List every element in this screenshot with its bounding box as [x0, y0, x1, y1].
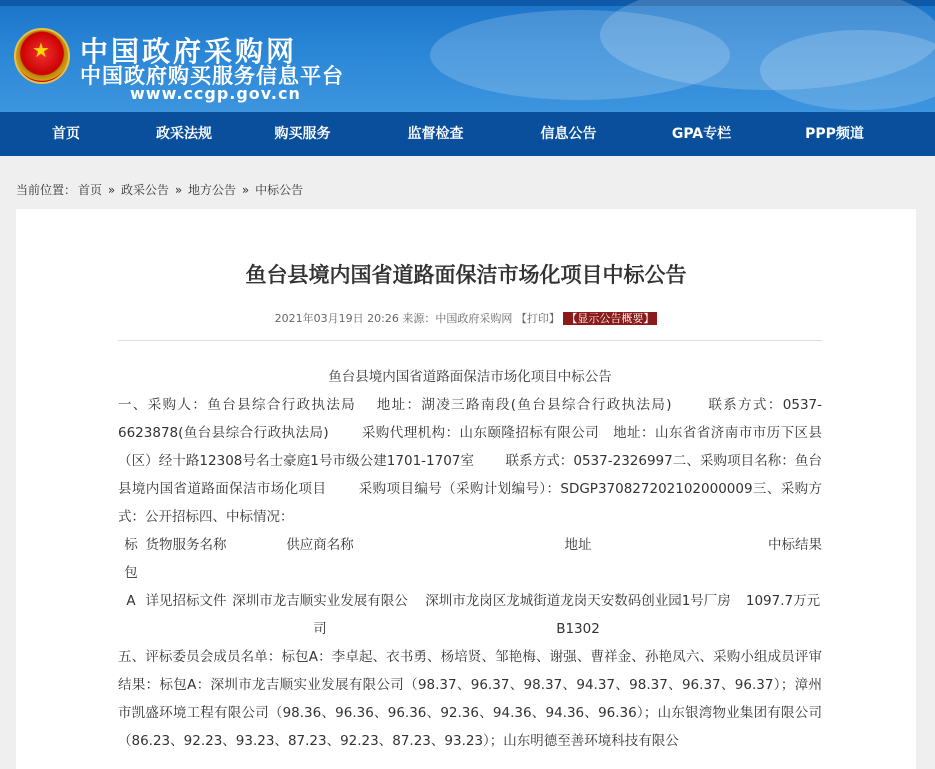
- national-emblem-icon: ★: [14, 28, 70, 84]
- nav-item-announcements[interactable]: 信息公告: [540, 126, 597, 142]
- table-cell: 深圳市龙岗区龙城街道龙岗天安数码创业园1号厂房B1302: [425, 593, 731, 637]
- award-table: [118, 531, 822, 643]
- doc-title: 鱼台县境内国省道路面保洁市场化项目中标公告: [328, 369, 612, 385]
- table-header: 货物服务名称: [145, 537, 227, 553]
- breadcrumb-local[interactable]: 地方公告: [188, 183, 237, 197]
- table-header: 供应商名称: [286, 537, 354, 553]
- article-title: 鱼台县境内国省道路面保洁市场化项目中标公告: [245, 263, 687, 287]
- breadcrumb-separator: »: [174, 183, 183, 197]
- table-cell: A: [126, 593, 136, 609]
- article-meta: [16, 310, 916, 326]
- nav-item-home[interactable]: 首页: [52, 126, 80, 142]
- site-subtitle: 中国政府购买服务信息平台: [80, 64, 344, 88]
- site-banner: [0, 0, 935, 112]
- breadcrumb-separator: »: [107, 183, 116, 197]
- nav-item-supervision[interactable]: 监督检查: [407, 126, 464, 142]
- print-link[interactable]: 【打印】: [515, 312, 560, 325]
- breadcrumb-award[interactable]: 中标公告: [255, 183, 304, 197]
- nav-item-regulations[interactable]: 政采法规: [156, 126, 212, 142]
- site-url[interactable]: www.ccgp.gov.cn: [130, 84, 301, 103]
- article-paragraph: 五、评标委员会成员名单：标包A：李卓起、衣书勇、杨培贤、邹艳梅、谢强、曹祥金、孙艳凤六、采购小组成员评审结果：标包A：深圳市龙吉顺实业发展有限公司（98.37、96.37、98.37、94.37、98.37、96.37、96.37）；漳州市凯盛环境工程有限公司（98.36、96.36、96.36、92.36、94.36、94.36、96.36）；山东银湾物业集团有限公司（86.23、92.23、93.23、87.23、92.23、87.23、93.23）；山东明德至善环境科技有限公: [118, 649, 822, 749]
- article-source: 来源：中国政府采购网: [402, 312, 513, 325]
- table-header: 中标结果: [768, 537, 822, 553]
- breadcrumb: [16, 181, 305, 198]
- table-header: 标包: [124, 537, 138, 581]
- banner-cloud: [760, 30, 935, 110]
- nav-item-purchase-services[interactable]: 购买服务: [274, 126, 331, 142]
- table-row: [118, 587, 822, 643]
- divider: [118, 340, 822, 341]
- breadcrumb-home[interactable]: 首页: [78, 183, 103, 197]
- breadcrumb-gov-procurement[interactable]: 政采公告: [121, 183, 170, 197]
- publish-date: 2021年03月19日 20:26: [274, 312, 399, 325]
- main-nav: [0, 112, 935, 156]
- table-cell: 深圳市龙吉顺实业发展有限公司: [232, 593, 408, 637]
- article-body: [118, 363, 822, 755]
- table-cell: 详见招标文件: [145, 593, 227, 609]
- table-header: 地址: [564, 537, 592, 553]
- breadcrumb-separator: »: [241, 183, 250, 197]
- table-header-row: [118, 531, 822, 587]
- show-summary-button[interactable]: 【显示公告概要】: [563, 312, 657, 325]
- table-cell: 1097.7万元: [745, 593, 821, 609]
- breadcrumb-prefix: 当前位置：: [16, 183, 77, 197]
- article-card: [16, 209, 916, 769]
- site-title[interactable]: 中国政府采购网: [80, 35, 298, 68]
- article-paragraph: 一、采购人：鱼台县综合行政执法局 地址：湖凌三路南段(鱼台县综合行政执法局) 联系方式：0537-6623878(鱼台县综合行政执法局) 采购代理机构：山东颐隆招标有限公司 地址：山东省省济南市市历下区县（区）经十路12308号名士豪庭1号市级公建1701-1707室 联系方式：0537-2326997二、采购项目名称：鱼台县境内国省道路面保洁市场化项目 采购项目编号（采购计划编号）：SDGP370827202102000009三、采购方式：公开招标四、中标情况：: [118, 397, 822, 525]
- nav-item-gpa[interactable]: GPA专栏: [671, 126, 732, 142]
- nav-item-ppp[interactable]: PPP频道: [805, 126, 864, 142]
